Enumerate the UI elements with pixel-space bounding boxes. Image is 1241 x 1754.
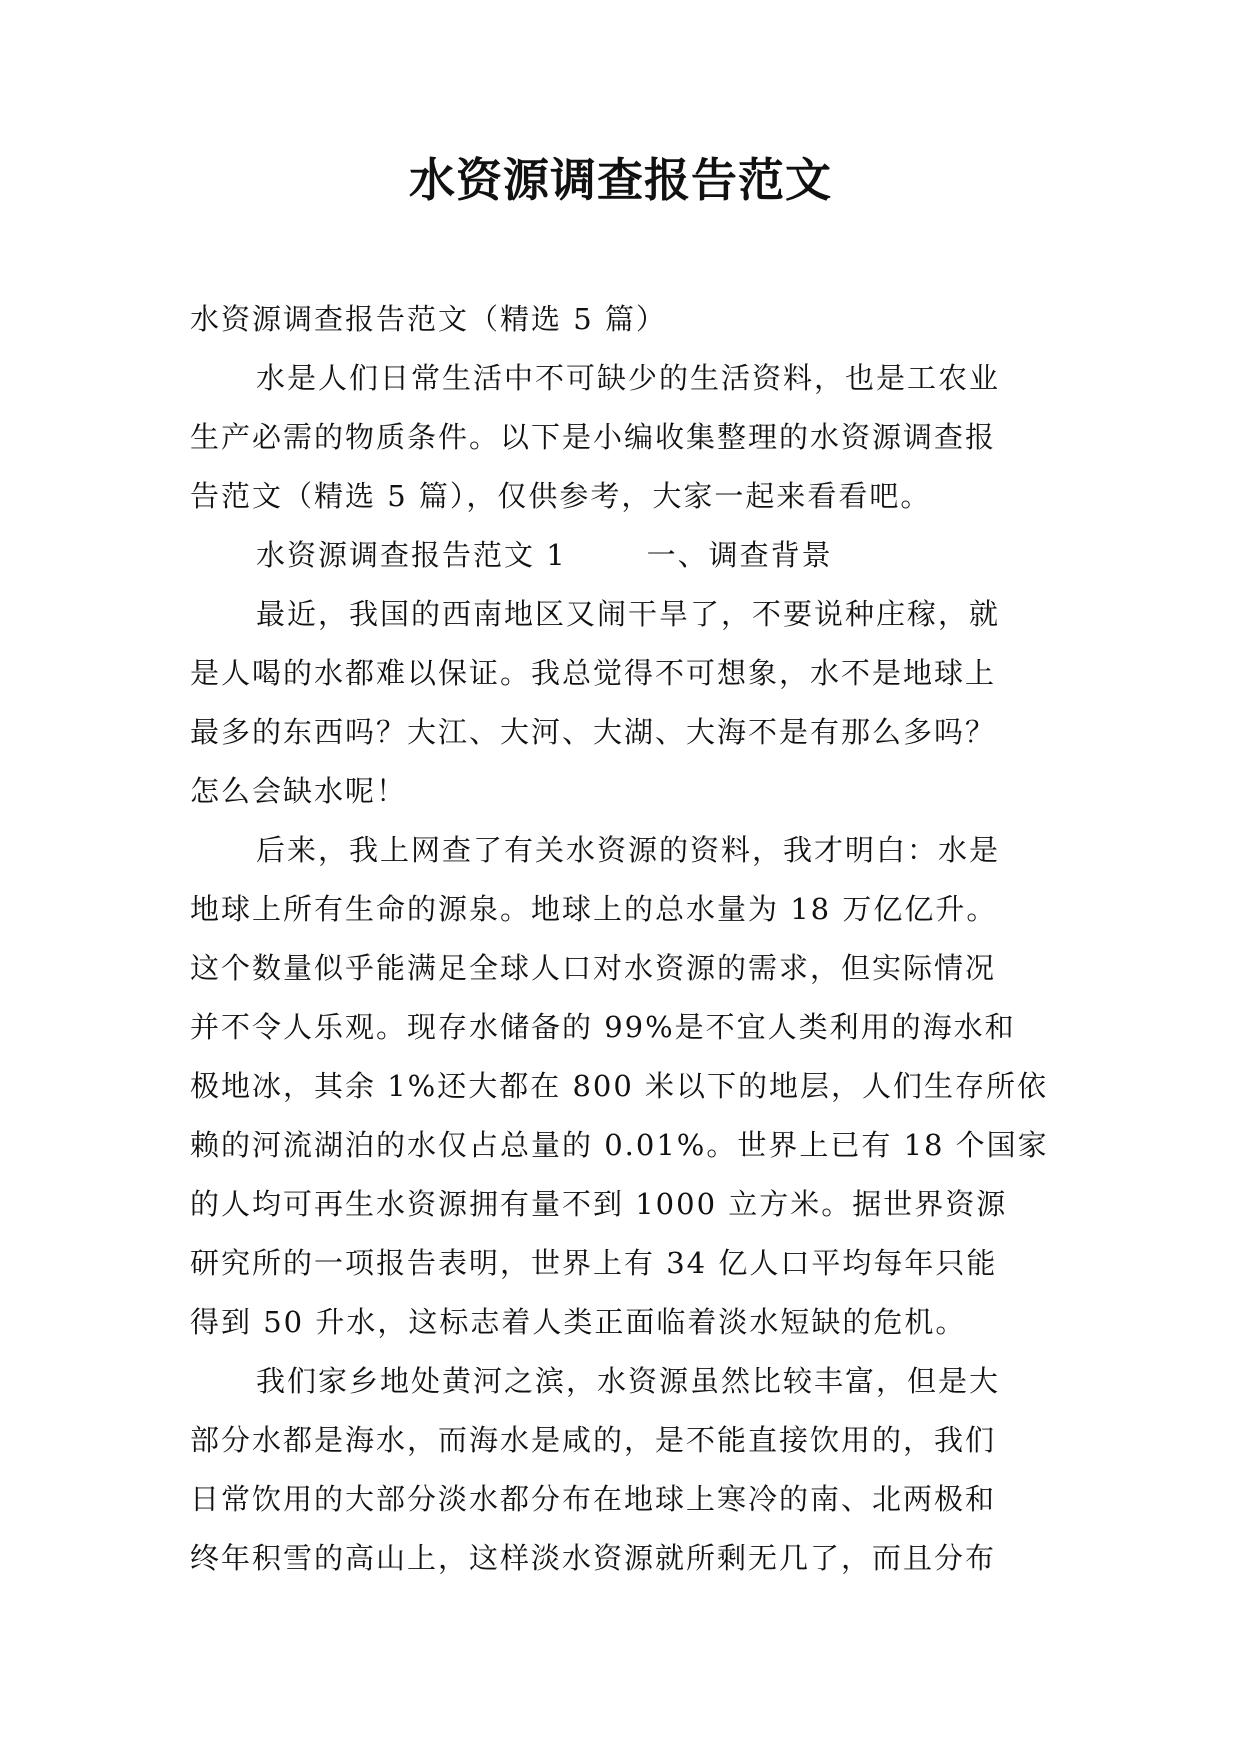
paragraph-line: 后来，我上网查了有关水资源的资料，我才明白：水是	[256, 833, 1001, 867]
paragraph-line: 水是人们日常生活中不可缺少的生活资料，也是工农业	[256, 361, 1001, 395]
paragraph-line: 生产必需的物质条件。以下是小编收集整理的水资源调查报	[190, 420, 997, 454]
paragraph-line: 最多的东西吗？大江、大河、大湖、大海不是有那么多吗？	[190, 715, 997, 749]
paragraph-line: 日常饮用的大部分淡水都分布在地球上寒冷的南、北两极和	[190, 1482, 997, 1516]
subtitle-line: 水资源调查报告范文（精选 5 篇）	[190, 302, 667, 336]
paragraph-line: 地球上所有生命的源泉。地球上的总水量为 18 万亿亿升。	[190, 892, 998, 926]
document-body	[190, 290, 1050, 1588]
document-title: 水资源调查报告范文	[409, 153, 832, 207]
paragraph-line: 这个数量似乎能满足全球人口对水资源的需求，但实际情况	[190, 951, 997, 985]
paragraph-line: 终年积雪的高山上，这样淡水资源就所剩无几了，而且分布	[190, 1541, 997, 1575]
paragraph-line: 并不令人乐观。现存水储备的 99%是不宜人类利用的海水和	[190, 1010, 1016, 1044]
paragraph-line: 极地冰，其余 1%还大都在 800 米以下的地层，人们生存所依	[190, 1069, 1049, 1103]
paragraph-line: 最近，我国的西南地区又闹干旱了，不要说种庄稼，就	[256, 597, 1001, 631]
section-heading-line	[190, 526, 1050, 585]
paragraph-line: 是人喝的水都难以保证。我总觉得不可想象，水不是地球上	[190, 656, 997, 690]
paragraph-line: 赖的河流湖泊的水仅占总量的 0.01%。世界上已有 18 个国家	[190, 1128, 1049, 1162]
paragraph-line: 怎么会缺水呢！	[190, 774, 408, 808]
paragraph-line: 研究所的一项报告表明，世界上有 34 亿人口平均每年只能	[190, 1246, 998, 1280]
paragraph-line: 部分水都是海水，而海水是咸的，是不能直接饮用的，我们	[190, 1423, 997, 1457]
paragraph-line: 告范文（精选 5 篇），仅供参考，大家一起来看看吧。	[190, 479, 932, 513]
section-heading-right: 一、调查背景	[646, 538, 833, 572]
paragraph-line: 的人均可再生水资源拥有量不到 1000 立方米。据世界资源	[190, 1187, 1008, 1221]
paragraph-line: 我们家乡地处黄河之滨，水资源虽然比较丰富，但是大	[256, 1364, 1001, 1398]
paragraph-line: 得到 50 升水，这标志着人类正面临着淡水短缺的危机。	[190, 1305, 967, 1339]
section-heading-left: 水资源调查报告范文 1	[256, 538, 567, 572]
